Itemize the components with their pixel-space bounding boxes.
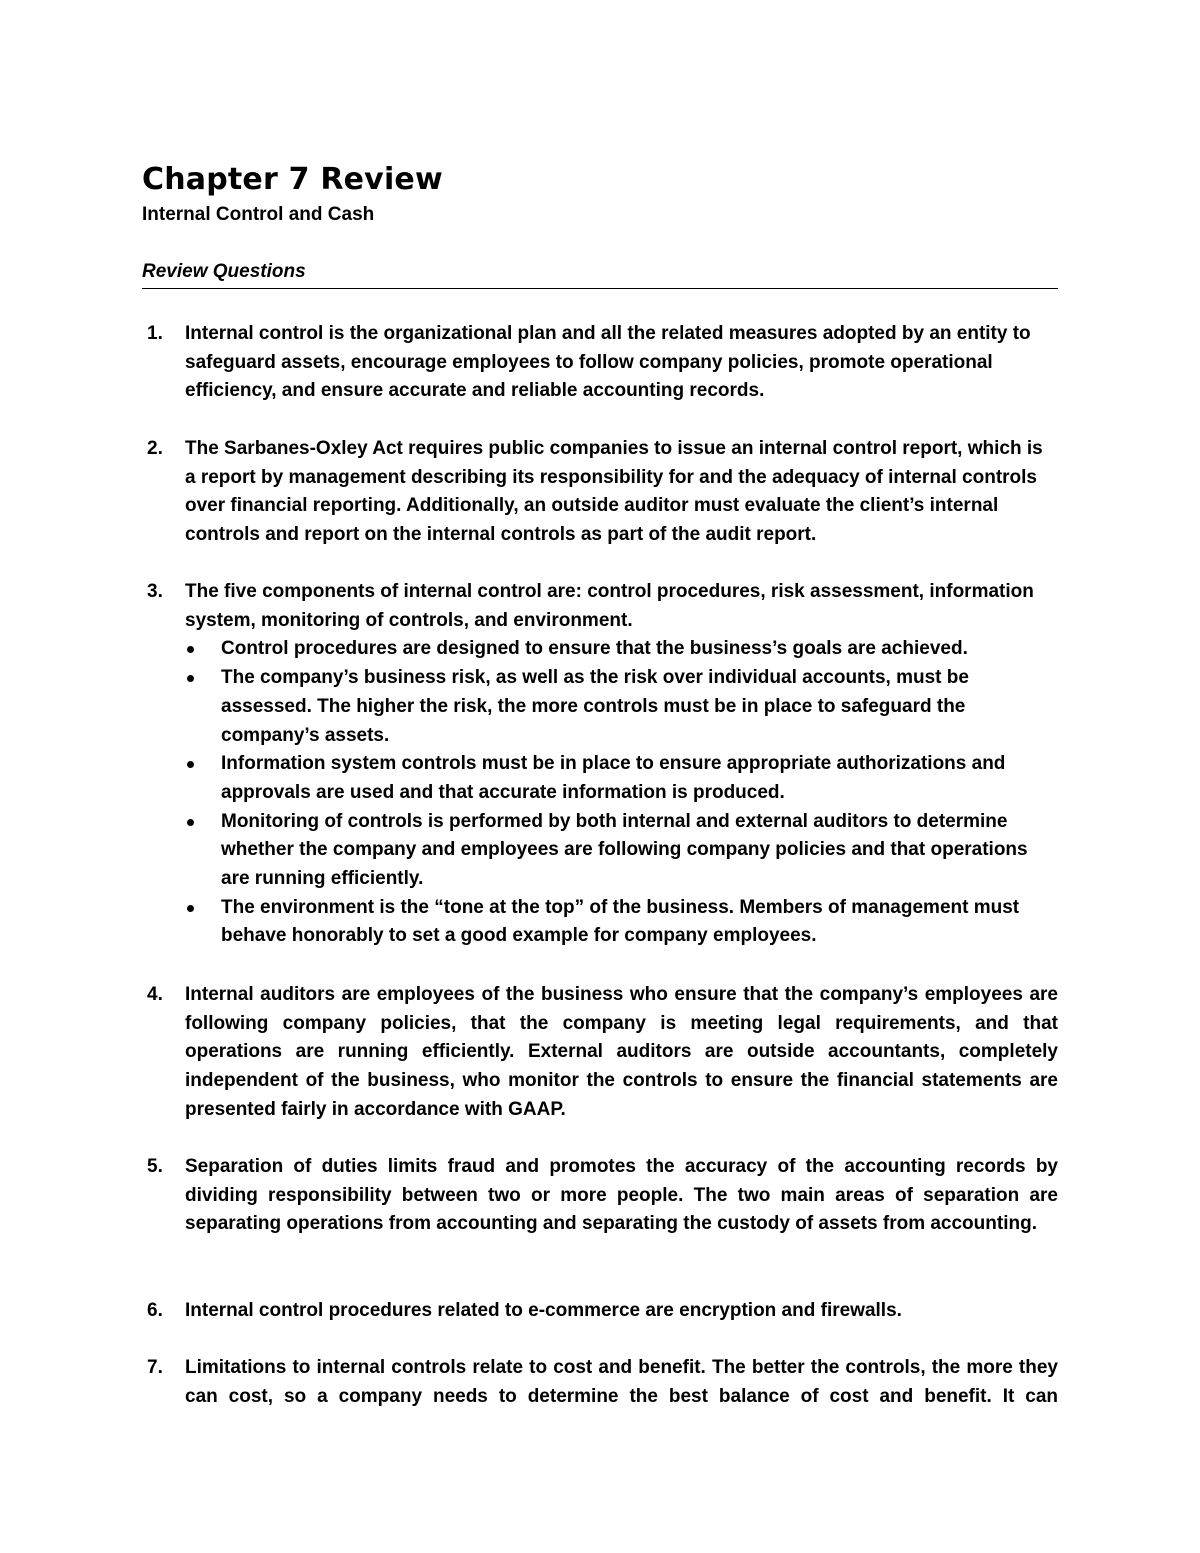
bullet-icon xyxy=(187,905,194,912)
list-item-text: The company’s business risk, as well as the risk over individual accounts, must be assessed. The higher the risk, the more controls must be in place to safeguard the company’s assets. xyxy=(221,667,969,746)
page-title: Chapter 7 Review xyxy=(142,162,443,197)
question-text: The five components of internal control are: control procedures, risk assessment, information system, monitoring of controls, and environment. xyxy=(185,581,1034,631)
section-divider xyxy=(142,288,1058,289)
question-number: 7. xyxy=(147,1357,163,1378)
question-text: The Sarbanes-Oxley Act requires public companies to issue an internal control report, which is a report by management describing its responsibility for and the adequacy of internal controls over financial reporting. Additionally, an outside auditor must evaluate the client’s internal controls and report on the internal controls as part of the audit report. xyxy=(185,438,1043,546)
question-1 xyxy=(142,320,1058,406)
question-text: Internal auditors are employees of the business who ensure that the company’s employees are following company policies, that the company is meeting legal requirements, and that operations are running efficiently. External auditors are outside accountants, completely independent of the business, who monitor the controls to ensure the financial statements are presented fairly in accordance with GAAP. xyxy=(185,984,1058,1120)
question-text: Separation of duties limits fraud and promotes the accuracy of the accounting records by dividing responsibility between two or more people. The two main areas of separation are separating operations from accounting and separating the custody of assets from accounting. xyxy=(185,1156,1058,1235)
bullet-icon xyxy=(187,761,194,768)
list-item xyxy=(185,894,1058,951)
bullet-icon xyxy=(187,819,194,826)
question-number: 3. xyxy=(147,581,163,602)
bullet-icon xyxy=(187,675,194,682)
question-3 xyxy=(142,578,1058,951)
list-item-text: Control procedures are designed to ensure that the business’s goals are achieved. xyxy=(221,638,968,660)
bullet-icon xyxy=(187,646,194,653)
list-item-text: The environment is the “tone at the top” of the business. Members of management must behave honorably to set a good example for company employees. xyxy=(221,896,1020,947)
question-5 xyxy=(142,1153,1058,1239)
question-6 xyxy=(142,1297,1058,1326)
question-number: 5. xyxy=(147,1156,163,1177)
question-text: Limitations to internal controls relate to cost and benefit. The better the controls, the more they can cost, so a company needs to determine the best balance of cost and benefit. It can xyxy=(185,1357,1058,1407)
question-2 xyxy=(142,435,1058,550)
question-4 xyxy=(142,981,1058,1125)
list-item xyxy=(185,664,1058,750)
list-item-text: Monitoring of controls is performed by both internal and external auditors to determine whether the company and employees are following company policies and that operations are running efficiently. xyxy=(221,810,1028,890)
question-number: 4. xyxy=(147,984,163,1005)
section-heading: Review Questions xyxy=(142,261,306,282)
list-item xyxy=(185,635,1058,664)
component-list xyxy=(185,635,1058,951)
list-item xyxy=(185,750,1058,807)
question-7 xyxy=(142,1354,1058,1411)
list-item-text: Information system controls must be in place to ensure appropriate authorizations and approvals are used and that accurate information is produced. xyxy=(221,753,1006,803)
list-item xyxy=(185,808,1058,894)
question-number: 6. xyxy=(147,1300,163,1321)
page-subtitle: Internal Control and Cash xyxy=(142,204,375,225)
question-text: Internal control procedures related to e-commerce are encryption and firewalls. xyxy=(185,1300,902,1321)
question-text: Internal control is the organizational plan and all the related measures adopted by an entity to safeguard assets, encourage employees to follow company policies, promote operational efficiency, and ensure accurate and reliable accounting records. xyxy=(185,323,1031,402)
question-number: 2. xyxy=(147,438,163,459)
question-number: 1. xyxy=(147,323,163,344)
